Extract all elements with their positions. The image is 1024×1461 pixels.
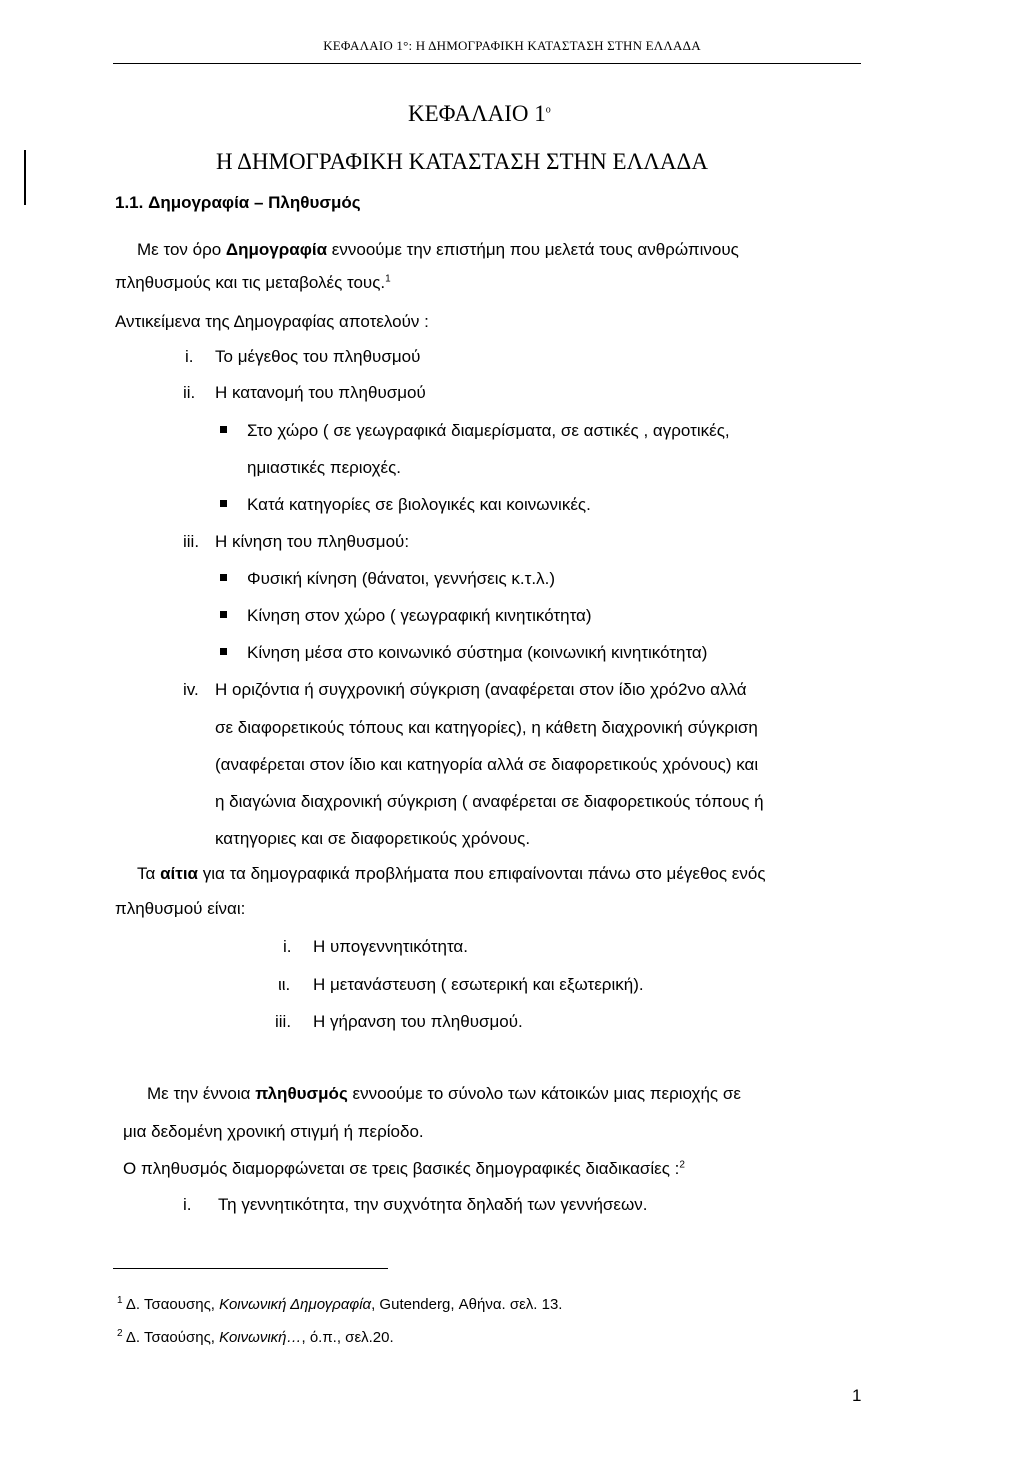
bullet-item: Στο χώρο ( σε γεωγραφικά διαμερίσματα, σε αστικές , αγροτικές,: [220, 421, 730, 441]
list-item-iv-line: σε διαφορετικούς τόπους και κατηγορίες), η κάθετη διαχρονική σύγκριση: [215, 718, 758, 737]
chapter-label: ΚΕΦΑΛΑΙΟ $1^o$: [408, 101, 551, 126]
square-bullet-icon: [220, 611, 227, 618]
running-header: ΚΕΦΑΛΑΙΟ 1°: Η ΔΗΜΟΓΡΑΦΙΚΗ ΚΑΤΑΣΤΑΣΗ ΣΤΗΝ ΕΛΛΑΔΑ: [323, 38, 701, 53]
footnote-2: $^2$ Δ. Τσαούσης, Κοινωνική…, ό.π., σελ.20.: [117, 1328, 394, 1346]
causes-num: ιι.: [278, 975, 291, 994]
footnote-ref-1: 1: [385, 273, 391, 285]
bullet-item-continued: ημιαστικές περιοχές.: [247, 458, 402, 477]
list-num-i: i.: [185, 347, 194, 366]
margin-bar: [24, 150, 26, 205]
causes-line-2: πληθυσμού είναι:: [115, 899, 246, 918]
list-item-iv-line: Η οριζόντια ή συγχρονική σύγκριση (αναφέρεται στον ίδιο χρό2νο αλλά: [215, 680, 747, 699]
population-line-1: Με την έννοια πληθυσμός εννοούμε το σύνολο των κάτοικών μιας περιοχής σε: [147, 1084, 741, 1103]
chapter-title: Η ΔΗΜΟΓΡΑΦΙΚΗ ΚΑΤΑΣΤΑΣΗ ΣΤΗΝ ΕΛΛΑΔΑ: [216, 149, 708, 174]
bullet-item: Φυσική κίνηση (θάνατοι, γεννήσεις κ.τ.λ.): [220, 569, 555, 589]
list-item-iv-line: (αναφέρεται στον ίδιο και κατηγορία αλλά σε διαφορετικούς χρόνους) και: [215, 755, 759, 774]
intro-line-1: Με τον όρο Δημογραφία εννοούμε την επιστήμη που μελετά τους ανθρώπινους: [137, 240, 739, 259]
causes-item: Η υπογεννητικότητα.: [313, 937, 468, 956]
list-num-iv: iv.: [183, 680, 199, 699]
population-item: Τη γεννητικότητα, την συχνότητα δηλαδή των γεννήσεων.: [218, 1195, 648, 1214]
causes-item: Η γήρανση του πληθυσμού.: [313, 1012, 523, 1031]
bullet-item: Κίνηση στον χώρο ( γεωγραφική κινητικότητα): [220, 606, 592, 626]
footnote-1: $^1$ Δ. Τσαουσης, Κοινωνική Δημογραφία, Gutenderg, Αθήνα. σελ. 13.: [117, 1295, 563, 1313]
footnote-rule: [113, 1268, 388, 1269]
page-number: 1: [852, 1386, 862, 1405]
causes-item: Η μετανάστευση ( εσωτερική και εξωτερική).: [313, 975, 644, 994]
causes-num: i.: [283, 937, 292, 956]
list-num-iii: iii.: [183, 532, 200, 551]
bullet-item: Κατά κατηγορίες σε βιολογικές και κοινωνικές.: [220, 495, 591, 515]
square-bullet-icon: [220, 426, 227, 433]
causes-num: iii.: [275, 1012, 292, 1031]
population-item-num: i.: [183, 1195, 192, 1214]
intro-line-2: πληθυσμούς και τις μεταβολές τους.$^1$: [115, 273, 391, 292]
list-item-iii: Η κίνηση του πληθυσμού:: [215, 532, 410, 551]
footnote-ref-2: 2: [679, 1159, 685, 1171]
bullet-item: Κίνηση μέσα στο κοινωνικό σύστημα (κοινωνική κινητικότητα): [220, 643, 707, 663]
list-num-ii: ii.: [183, 383, 196, 402]
list-item-i: Το μέγεθος του πληθυσμού: [215, 347, 421, 366]
causes-line-1: Τα αίτια για τα δημογραφικά προβλήματα που επιφαίνονται πάνω στο μέγεθος ενός: [137, 864, 766, 883]
section-heading: 1.1. Δημογραφία – Πληθυσμός: [115, 193, 361, 212]
objects-lead: Αντικείμενα της Δημογραφίας αποτελούν :: [115, 312, 429, 331]
population-line-2: μια δεδομένη χρονική στιγμή ή περίοδο.: [123, 1122, 424, 1141]
square-bullet-icon: [220, 500, 227, 507]
list-item-iv-line: η διαγώνια διαχρονική σύγκριση ( αναφέρεται σε διαφορετικούς τόπους ή: [215, 792, 764, 811]
list-item-iv-line: κατηγοριες και σε διαφορετικούς χρόνους.: [215, 829, 531, 848]
square-bullet-icon: [220, 648, 227, 655]
population-line-3: Ο πληθυσμός διαμορφώνεται σε τρεις βασικές δημογραφικές διαδικασίες :$^2$: [123, 1159, 685, 1178]
square-bullet-icon: [220, 574, 227, 581]
list-item-ii: Η κατανομή του πληθυσμού: [215, 383, 426, 402]
header-rule: [113, 63, 861, 64]
